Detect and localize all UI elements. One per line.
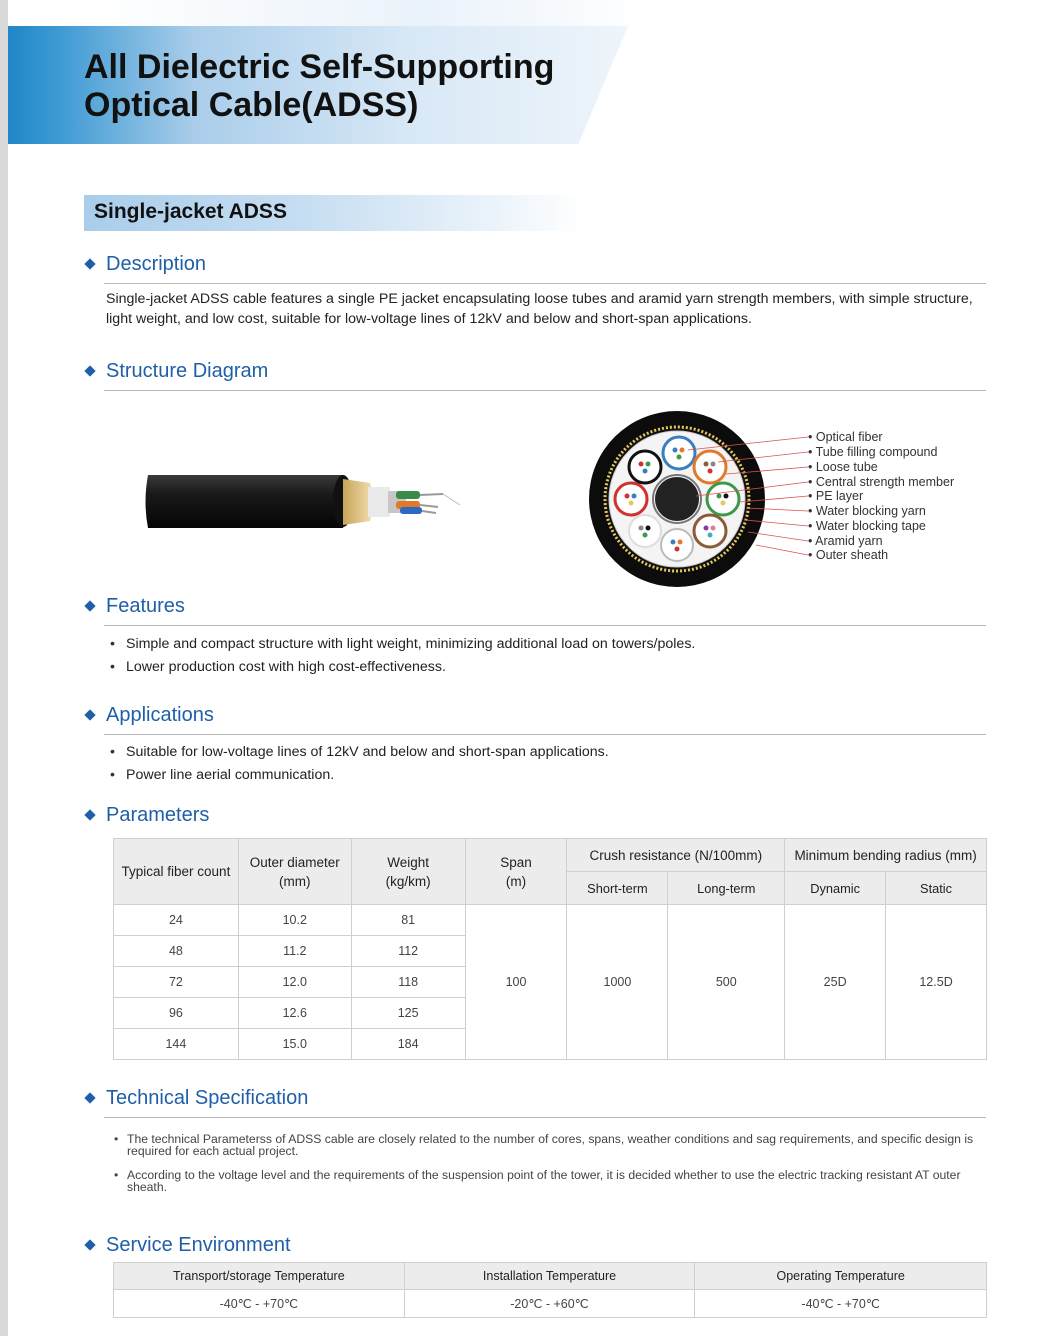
- section-environment: [84, 1231, 986, 1259]
- features-list: [110, 633, 980, 679]
- cell-weight: 125: [351, 998, 465, 1029]
- parameters-table: [113, 838, 987, 1060]
- section-description: [84, 250, 986, 278]
- cell-span: 100: [465, 905, 567, 1060]
- page-edge: [0, 0, 8, 1336]
- title-band-top: [90, 0, 650, 26]
- list-item: • According to the voltage level and the requirements of the suspension point of the tower, it is decided whether to use the electric tracking resistant AT outer sheath.: [114, 1169, 986, 1193]
- description-text: Single-jacket ADSS cable features a single PE jacket encapsulating loose tubes and aramid yarn strength members, with simple structure, light weight, and low cost, suitable for low-voltage lines of 12kV and below and short-span applications.: [106, 291, 973, 327]
- header-fiber-count: Typical fiber count: [114, 839, 239, 905]
- table-row: [114, 905, 987, 936]
- cell-long-term: 500: [668, 905, 785, 1060]
- section-technical: [84, 1084, 986, 1112]
- header-weight: Weight (kg/km): [351, 839, 465, 905]
- section-heading: Technical Specification: [106, 1086, 309, 1109]
- diamond-bullet-icon: [84, 809, 95, 820]
- cell-operating-temperature: -40℃ - +70℃: [695, 1290, 987, 1318]
- environment-table: [113, 1262, 987, 1318]
- cell-diameter: 15.0: [238, 1029, 351, 1060]
- divider: [104, 283, 986, 284]
- cell-transport-temperature: -40℃ - +70℃: [114, 1290, 405, 1318]
- cell-diameter: 12.6: [238, 998, 351, 1029]
- header-bending-radius: Minimum bending radius (mm): [785, 839, 987, 872]
- header-installation-temperature: Installation Temperature: [404, 1263, 695, 1290]
- list-item: • Lower production cost with high cost-effectiveness.: [110, 656, 980, 679]
- section-features: [84, 592, 986, 620]
- cell-diameter: 12.0: [238, 967, 351, 998]
- cell-weight: 184: [351, 1029, 465, 1060]
- list-item: • The technical Parameterss of ADSS cable are closely related to the number of cores, spans, weather conditions and sag requirements, and specific design is required for each actual project.: [114, 1133, 986, 1157]
- diamond-bullet-icon: [84, 365, 95, 376]
- header-operating-temperature: Operating Temperature: [695, 1263, 987, 1290]
- legend-item-outer-sheath: • Outer sheath: [808, 548, 889, 562]
- cable-side-view-image: [138, 455, 483, 555]
- cell-weight: 81: [351, 905, 465, 936]
- header-crush-resistance: Crush resistance (N/100mm): [567, 839, 785, 872]
- list-item: • Suitable for low-voltage lines of 12kV and below and short-span applications.: [110, 741, 980, 764]
- cell-fiber-count: 48: [114, 936, 239, 967]
- header-static: Static: [886, 872, 987, 905]
- subtitle: Single-jacket ADSS: [94, 200, 287, 223]
- cell-weight: 118: [351, 967, 465, 998]
- cell-fiber-count: 24: [114, 905, 239, 936]
- legend-item-water-blocking-yarn: • Water blocking yarn: [808, 504, 926, 518]
- diamond-bullet-icon: [84, 709, 95, 720]
- title-line-2: Optical Cable(ADSS): [84, 86, 419, 124]
- cell-fiber-count: 144: [114, 1029, 239, 1060]
- header-long-term: Long-term: [668, 872, 785, 905]
- legend-item-loose-tube: • Loose tube: [808, 460, 878, 474]
- section-heading: Service Environment: [106, 1233, 291, 1256]
- header-transport-temperature: Transport/storage Temperature: [114, 1263, 405, 1290]
- cell-weight: 112: [351, 936, 465, 967]
- legend-item-tube-filling-compound: • Tube filling compound: [808, 445, 938, 459]
- header-outer-diameter: Outer diameter (mm): [238, 839, 351, 905]
- header-short-term: Short-term: [567, 872, 668, 905]
- diamond-bullet-icon: [84, 258, 95, 269]
- legend-item-pe-layer: • PE layer: [808, 489, 864, 503]
- cable-cross-section-image: [588, 410, 813, 590]
- technical-list: [114, 1133, 986, 1205]
- title-line-1: All Dielectric Self-Supporting: [84, 48, 555, 86]
- diamond-bullet-icon: [84, 1239, 95, 1250]
- section-heading: Applications: [106, 703, 214, 726]
- divider: [104, 1117, 986, 1118]
- section-heading: Parameters: [106, 803, 210, 826]
- list-item: • Power line aerial communication.: [110, 764, 980, 787]
- divider: [104, 625, 986, 626]
- cell-fiber-count: 96: [114, 998, 239, 1029]
- page-title: [84, 48, 554, 124]
- section-heading: Features: [106, 594, 185, 617]
- applications-list: [110, 741, 980, 787]
- legend-item-central-strength-member: • Central strength member: [808, 475, 955, 489]
- cell-installation-temperature: -20℃ - +60℃: [404, 1290, 695, 1318]
- section-structure: [84, 357, 986, 385]
- cell-diameter: 10.2: [238, 905, 351, 936]
- legend-item-water-blocking-tape: • Water blocking tape: [808, 519, 926, 533]
- section-parameters: [84, 801, 986, 829]
- diamond-bullet-icon: [84, 600, 95, 611]
- cell-diameter: 11.2: [238, 936, 351, 967]
- section-applications: [84, 701, 986, 729]
- divider: [104, 390, 986, 391]
- legend-item-aramid-yarn: • Aramid yarn: [808, 534, 883, 548]
- cell-static: 12.5D: [886, 905, 987, 1060]
- header-dynamic: Dynamic: [785, 872, 886, 905]
- diamond-bullet-icon: [84, 1092, 95, 1103]
- section-heading: Description: [106, 252, 207, 275]
- section-heading: Structure Diagram: [106, 359, 269, 382]
- list-item: • Simple and compact structure with light weight, minimizing additional load on towers/poles.: [110, 633, 980, 656]
- cell-dynamic: 25D: [785, 905, 886, 1060]
- legend-item-optical-fiber: • Optical fiber: [808, 430, 883, 444]
- cell-fiber-count: 72: [114, 967, 239, 998]
- cell-short-term: 1000: [567, 905, 668, 1060]
- header-span: Span (m): [465, 839, 567, 905]
- divider: [104, 734, 986, 735]
